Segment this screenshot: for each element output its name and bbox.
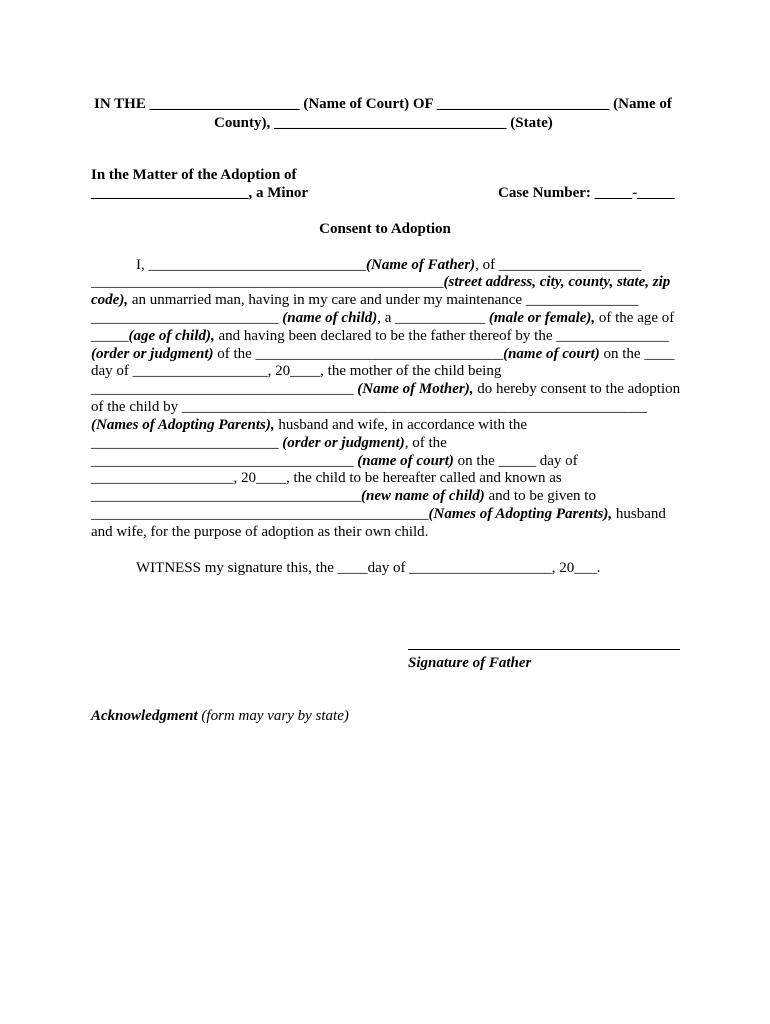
body-line-4: _________________________ (name of child), a ____________ (male or female), of the age of	[91, 310, 675, 326]
court-header-line-2: County), _______________________________ (State)	[214, 115, 553, 131]
body-line-1: I, _____________________________(Name of Father), of ___________________	[136, 257, 642, 273]
signature-label: Signature of Father	[408, 655, 532, 671]
body-line-9: of the child by ______________________________________________________________	[91, 399, 647, 415]
body-line-14: ____________________________________(new name of child) and to be given to	[91, 488, 596, 504]
document-title: Consent to Adoption	[319, 221, 451, 237]
body-line-5: _____(age of child), and having been declared to be the father thereof by the _______________	[91, 328, 669, 344]
matter-heading: In the Matter of the Adoption of	[91, 167, 297, 183]
signature-line	[408, 649, 680, 650]
body-line-8: ___________________________________ (Name of Mother), do hereby consent to the adoption	[91, 381, 681, 397]
body-line-7: day of __________________, 20____, the mother of the child being	[91, 363, 502, 379]
witness-line: WITNESS my signature this, the ____day of ___________________, 20___.	[136, 560, 601, 576]
acknowledgment-heading: Acknowledgment (form may vary by state)	[91, 708, 349, 724]
body-line-12: ___________________________________ (name of court) on the _____ day of	[91, 453, 578, 469]
body-line-10: (Names of Adopting Parents), husband and wife, in accordance with the	[91, 417, 528, 433]
minor-name-line: _____________________, a Minor	[91, 185, 309, 201]
body-line-11: _________________________ (order or judgment), of the	[91, 435, 447, 451]
body-line-16: and wife, for the purpose of adoption as their own child.	[91, 524, 429, 540]
case-number: Case Number: _____-_____	[498, 185, 675, 201]
body-line-15: _____________________________________________(Names of Adopting Parents), husband	[91, 506, 666, 522]
body-line-3: code), an unmarried man, having in my care and under my maintenance _______________	[91, 292, 639, 308]
body-line-2: _______________________________________________(street address, city, county, state, zip	[91, 274, 671, 290]
body-line-13: ___________________, 20____, the child to be hereafter called and known as	[91, 470, 562, 486]
body-line-6: (order or judgment) of the _________________________________(name of court) on the ____	[91, 346, 675, 362]
court-header-line-1: IN THE ____________________ (Name of Court) OF _______________________ (Name of	[94, 96, 672, 112]
